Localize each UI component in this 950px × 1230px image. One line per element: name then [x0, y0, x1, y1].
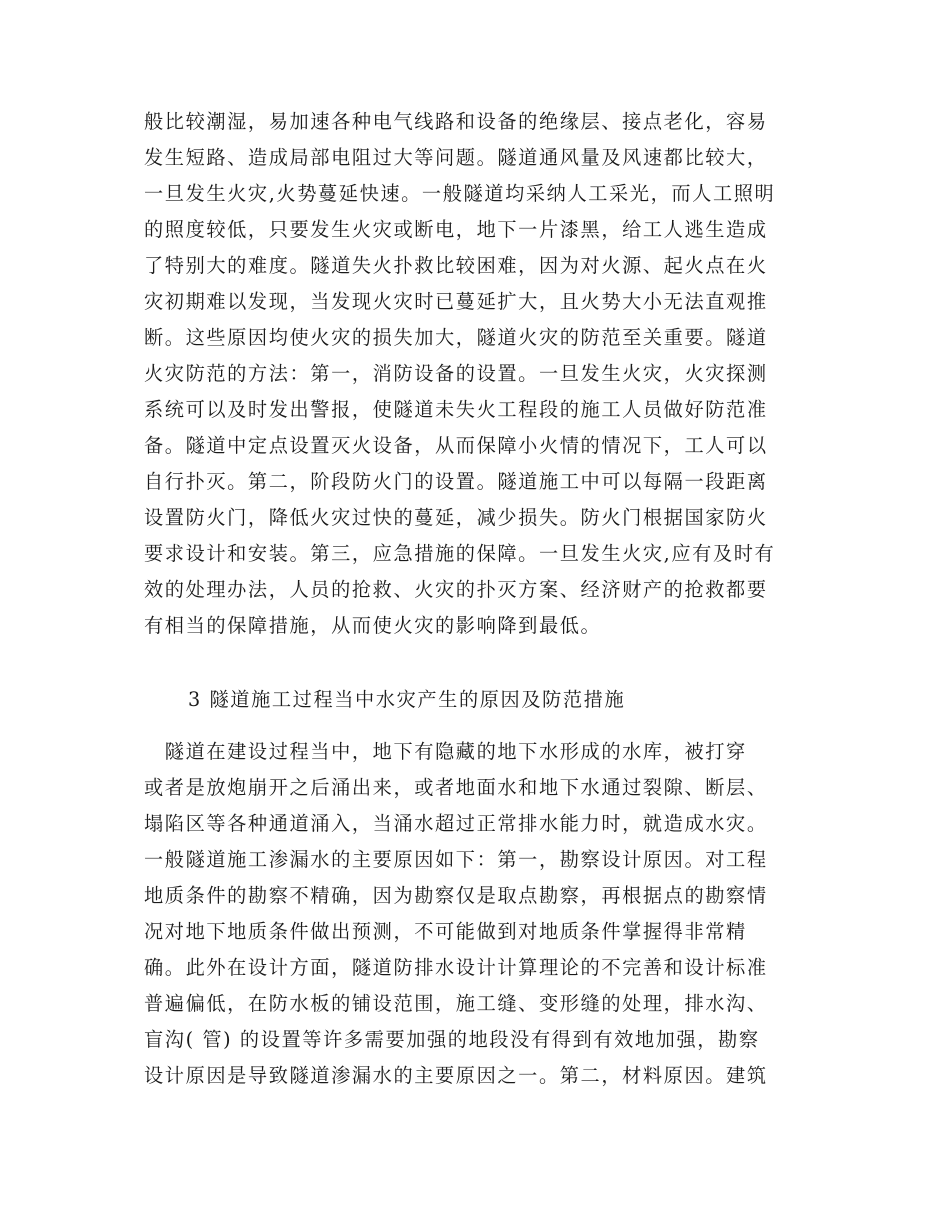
text-line: 的照度较低，只要发生火灾或断电，地下一片漆黑，给工人逃生造成	[144, 218, 768, 241]
text-line: 要求设计和安装。第三，应急措施的保障。一旦发生火灾,应有及时有	[144, 542, 776, 565]
text-line: 系统可以及时发出警报，使隧道未失火工程段的施工人员做好防范准	[144, 398, 768, 421]
section-heading: 3 隧道施工过程当中水灾产生的原因及防范措施	[188, 688, 626, 711]
text-line: 普遍偏低，在防水板的铺设范围，施工缝、变形缝的处理，排水沟、	[144, 992, 768, 1015]
text-line: 况对地下地质条件做出预测，不可能做到对地质条件掌握得非常精	[144, 920, 747, 943]
text-line: 设置防火门，降低火灾过快的蔓延，减少损失。防火门根据国家防火	[144, 506, 768, 529]
text-line: 确。此外在设计方面，隧道防排水设计计算理论的不完善和设计标准	[144, 956, 768, 979]
text-line: 一般隧道施工渗漏水的主要原因如下：第一，勘察设计原因。对工程	[144, 848, 768, 871]
paragraph-water-hazard	[144, 734, 804, 1094]
text-line: 般比较潮湿，易加速各种电气线路和设备的绝缘层、接点老化，容易	[144, 110, 768, 133]
text-line: 塌陷区等各种通道涌入，当涌水超过正常排水能力时，就造成水灾。	[144, 812, 768, 835]
text-line: 自行扑灭。第二，阶段防火门的设置。隧道施工中可以每隔一段距离	[144, 470, 768, 493]
text-line: 发生短路、造成局部电阻过大等问题。隧道通风量及风速都比较大，	[144, 146, 768, 169]
text-line: 盲沟( 管) 的设置等许多需要加强的地段没有得到有效地加强，勘察	[144, 1028, 760, 1051]
text-line: 灾初期难以发现，当发现火灾时已蔓延扩大，且火势大小无法直观推	[144, 290, 768, 313]
text-line: 断。这些原因均使火灾的损失加大，隧道火灾的防范至关重要。隧道	[144, 326, 768, 349]
text-line: 备。隧道中定点设置灭火设备，从而保障小火情的情况下，工人可以	[144, 434, 768, 457]
text-line: 地质条件的勘察不精确，因为勘察仅是取点勘察，再根据点的勘察情	[144, 884, 768, 907]
text-line: 一旦发生火灾,火势蔓延快速。一般隧道均采纳人工采光，而人工照明	[144, 182, 776, 205]
text-line: 火灾防范的方法：第一，消防设备的设置。一旦发生火灾，火灾探测	[144, 362, 768, 385]
paragraph-fire-prevention	[144, 104, 804, 644]
text-line: 了特别大的难度。隧道失火扑救比较困难，因为对火源、起火点在火	[144, 254, 768, 277]
text-line: 效的处理办法，人员的抢救、火灾的扑灭方案、经济财产的抢救都要	[144, 578, 768, 601]
text-line: 隧道在建设过程当中，地下有隐藏的地下水形成的水库，被打穿	[144, 740, 747, 763]
text-line: 有相当的保障措施，从而使火灾的影响降到最低。	[144, 614, 602, 637]
text-line: 或者是放炮崩开之后涌出来，或者地面水和地下水通过裂隙、断层、	[144, 776, 768, 799]
text-line: 设计原因是导致隧道渗漏水的主要原因之一。第二，材料原因。建筑	[144, 1064, 768, 1087]
